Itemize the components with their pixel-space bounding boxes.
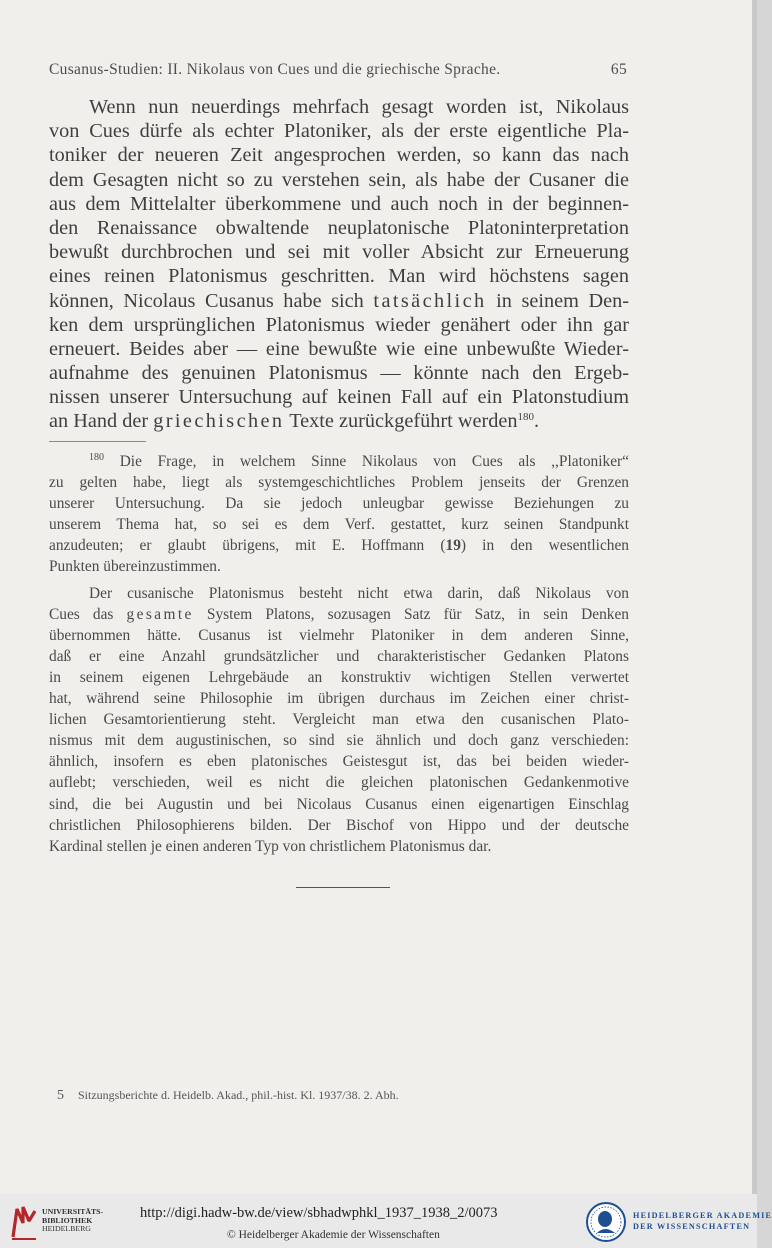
footnote-line: zu gelten habe, liegt als systemgeschichtliches Problem jenseits der Grenzen: [49, 474, 629, 492]
copyright-notice: © Heidelberger Akademie der Wissenschaften: [227, 1229, 440, 1241]
footnote-line: ähnlich, insofern es eben platonisches Geistesgut ist, das bei beiden wieder-: [49, 753, 629, 771]
footnote-line: unserem Thema hat, so sei es dem Verf. gestattet, kurz seinen Standpunkt: [49, 516, 629, 534]
footnote-line: Punkten übereinzustimmen.: [49, 558, 221, 576]
body-line: toniker der neueren Zeit angesprochen werden, so kann das nach: [49, 144, 629, 167]
footnote-separator: [49, 441, 146, 442]
academy-line-2: DER WISSENSCHAFTEN: [633, 1221, 751, 1231]
footnote-line: in seinem eigenen Lehrgebäude an konstruktiv wichtigen Stellen verwertet: [49, 668, 629, 686]
body-line: können, Nicolaus Cusanus habe sich tatsächlich in seinem Den-: [49, 289, 629, 312]
footnote-line: auflebt; verschieden, weil es nicht die gleichen platonischen Gedankenmotive: [49, 774, 629, 792]
signature-number: 5: [57, 1088, 64, 1103]
spaced-emphasis: gesamte: [126, 605, 194, 623]
ub-heidelberg-logo-icon: [9, 1203, 39, 1241]
main-paragraph: [49, 95, 629, 434]
running-header: [49, 59, 627, 83]
permalink-url[interactable]: http://digi.hadw-bw.de/view/sbhadwphkl_1937_1938_2/0073: [140, 1205, 498, 1221]
body-line: ken dem ursprünglichen Platonismus wieder genähert oder ihn gar: [49, 313, 629, 336]
footnote-reference: 180: [517, 411, 535, 424]
ub-line-3: HEIDELBERG: [42, 1224, 91, 1233]
spaced-emphasis: tatsächlich: [373, 289, 487, 312]
ub-line-2: BIBLIOTHEK: [42, 1215, 93, 1225]
footnote-line: Kardinal stellen je einen anderen Typ von christlichem Platonismus dar.: [49, 837, 492, 855]
footnote-line: sind, die bei Augustin und bei Nicolaus Cusanus einen eigenartigen Einschlag: [49, 795, 629, 813]
footnote-line: anzudeuten; er glaubt übrigens, mit E. Hoffmann (19) in den wesentlichen: [49, 537, 629, 555]
footnote-line: christlichen Philosophierens bilden. Der Bischof von Hippo und der deutsche: [49, 816, 629, 834]
page-number: 65: [610, 61, 627, 78]
body-line: erneuert. Beides aber — eine bewußte wie eine unbewußte Wieder-: [49, 337, 629, 360]
signature-text: Sitzungsberichte d. Heidelb. Akad., phil.-hist. Kl. 1937/38. 2. Abh.: [78, 1088, 399, 1102]
footnote-line: lichen Gesamtorientierung steht. Vergleicht man etwa den cusanischen Plato-: [49, 711, 629, 729]
signature-line: [57, 1088, 399, 1104]
body-line: dem Gesagten nicht so zu verstehen sein, als habe der Cusaner die: [49, 168, 629, 191]
body-line: von Cues dürfe als echter Platoniker, als der erste eigentliche Pla-: [49, 120, 629, 143]
body-line: den Renaissance obwaltende neuplatonische Platoninterpretation: [49, 216, 629, 239]
body-line: eines reinen Platonismus geschritten. Man wird höchstens sagen: [49, 265, 629, 288]
body-line: nissen unserer Untersuchung auf keinen Fall auf ein Platonstudium: [49, 386, 629, 409]
footnote-line: übernommen hätte. Cusanus ist vielmehr Platoniker in dem anderen Sinne,: [49, 626, 629, 644]
footnote-line: $^{180}$ Die Frage, in welchem Sinne Nikolaus von Cues als ,,Platoniker“: [89, 452, 629, 470]
footnote-line: Cues das gesamte System Platons, sozusagen Satz für Satz, in sein Denken: [49, 605, 630, 623]
body-line: aufnahme des genuinen Platonismus — könnte nach den Ergeb-: [49, 362, 629, 385]
academy-wordmark: [633, 1211, 772, 1232]
footnote-line: nismus mit dem augustinischen, so sind sie ähnlich und doch ganz verschieden:: [49, 732, 629, 750]
footnote-line: daß er eine Anzahl grundsätzlicher und charakteristischer Gedanken Platons: [49, 647, 629, 665]
ub-heidelberg-wordmark: [42, 1208, 103, 1234]
academy-seal-icon: [585, 1199, 627, 1245]
footnote-line: Der cusanische Platonismus besteht nicht etwa darin, daß Nikolaus von: [89, 584, 629, 602]
page-edge-shadow: [752, 0, 757, 1194]
body-line: Wenn nun neuerdings mehrfach gesagt worden ist, Nikolaus: [89, 96, 629, 118]
spaced-emphasis: griechischen: [153, 410, 285, 433]
reference-number: 19: [445, 537, 461, 555]
section-end-rule: [296, 887, 390, 888]
ub-line-1: UNIVERSITÄTS-: [42, 1207, 104, 1216]
footnote-180: [49, 451, 629, 857]
academy-line-1: HEIDELBERGER AKADEMIE: [633, 1211, 772, 1220]
body-line: an Hand der griechischen Texte zurückgeführt werden$^{180}$.: [49, 410, 540, 433]
running-title: Cusanus-Studien: II. Nikolaus von Cues und die griechische Sprache.: [49, 61, 501, 78]
footnote-line: hat, während seine Philosophie im übrigen durchaus im Zeichen einer christ-: [49, 690, 629, 708]
footnote-marker: 180: [89, 452, 104, 463]
body-line: aus dem Mittelalter überkommene und auch noch in der beginnen-: [49, 192, 629, 215]
footnote-line: unserer Untersuchung. Da sie jedoch unleugbar gewisse Beziehungen zu: [49, 495, 629, 513]
body-line: bewußt durchbrochen und sei mit voller Absicht zur Erneuerung: [49, 241, 629, 264]
